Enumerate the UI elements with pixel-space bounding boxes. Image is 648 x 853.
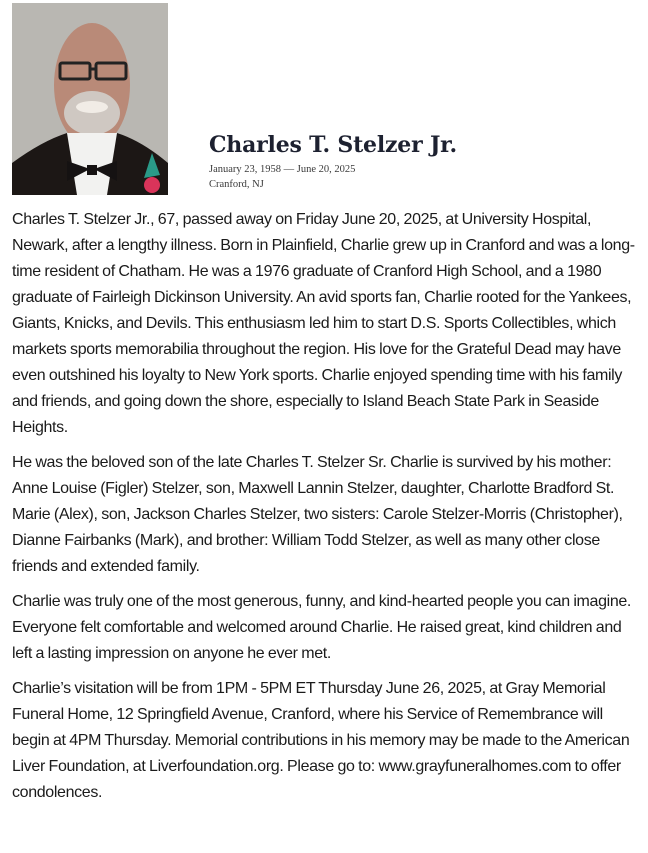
portrait-image bbox=[12, 3, 168, 195]
paragraph-survivors: He was the beloved son of the late Charles T. Stelzer Sr. Charlie is survived by his mother: Anne Louise (Figler) Stelzer, son, Maxwell Lannin Stelzer, daughter, Charlotte Bradford St. Marie (Alex), son, Jackson Charles Stelzer, two sisters: Carole Stelzer-Morris (Christopher), Dianne Fairbanks (Mark), and brother: William Todd Stelzer, as well as many other close friends and extended family. bbox=[12, 454, 623, 575]
deceased-name: Charles T. Stelzer Jr. bbox=[209, 132, 457, 158]
paragraph-biography: Charles T. Stelzer Jr., 67, passed away on Friday June 20, 2025, at University Hospital, Newark, after a lengthy illness. Born in Plainfield, Charlie grew up in Cranford and was a long-time resident of Chatham. He was a 1976 graduate of Cranford High School, and a 1980 graduate of Fairleigh Dickinson University. An avid sports fan, Charlie rooted for the Yankees, Giants, Knicks, and Devils. This enthusiasm led him to start D.S. Sports Collectibles, which markets sports memorabilia throughout the region. His love for the Grateful Dead may have even outshined his loyalty to New York sports. Charlie enjoyed spending time with his family and friends, and going down the shore, especially to Island Beach State Park in Seaside Heights. bbox=[12, 211, 635, 436]
location: Cranford, NJ bbox=[209, 179, 264, 190]
portrait-photo bbox=[12, 3, 168, 195]
obituary-header bbox=[209, 131, 457, 192]
paragraph-tribute: Charlie was truly one of the most generous, funny, and kind-hearted people you can imagine. Everyone felt comfortable and welcomed around Charlie. He raised great, kind children and left a lasting impression on anyone he ever met. bbox=[12, 593, 632, 662]
paragraph-services: Charlie’s visitation will be from 1PM - 5PM ET Thursday June 26, 2025, at Gray Memorial Funeral Home, 12 Springfield Avenue, Cranford, where his Service of Remembrance will begin at 4PM Thursday. Memorial contributions in his memory may be made to the American Liver Foundation, at Liverfoundation.org. Please go to: www.grayfuneralhomes.com to offer condolences. bbox=[12, 680, 630, 801]
life-dates: January 23, 1958 — June 20, 2025 bbox=[209, 164, 356, 175]
obituary-body bbox=[12, 207, 642, 815]
